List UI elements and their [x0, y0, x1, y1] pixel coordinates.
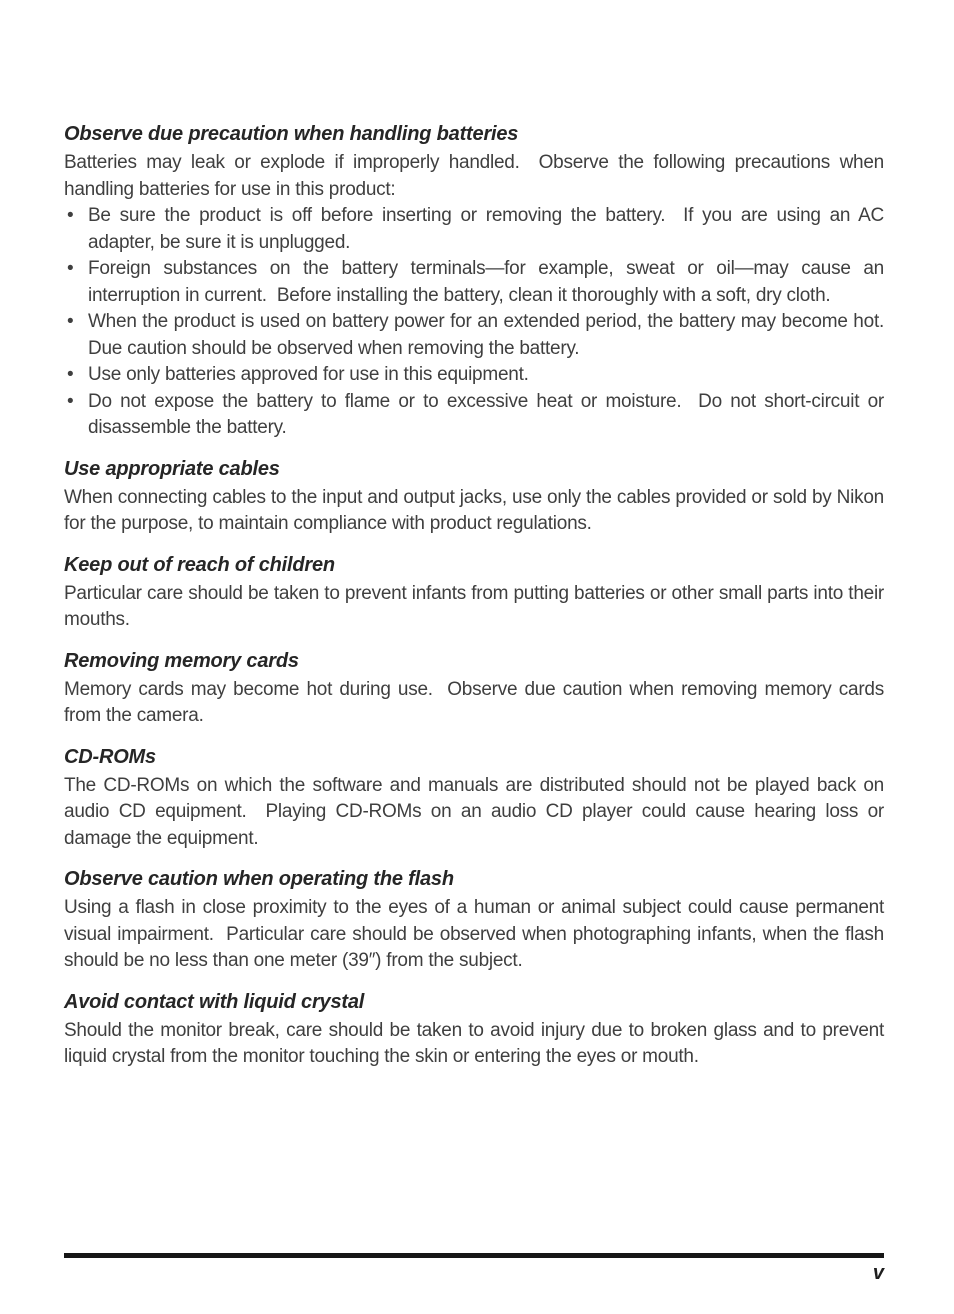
list-item: • When the product is used on battery power for an extended period, the battery may become hot. Due caution should be observed when removing the battery.: [64, 309, 884, 362]
section-body: Should the monitor break, care should be taken to avoid injury due to broken glass and to prevent liquid crystal from the monitor touching the skin or entering the eyes or mouth.: [64, 1019, 890, 1067]
section-body: The CD-ROMs on which the software and manuals are distributed should not be played back on audio CD equipment. Playing CD-ROMs on an audio CD player could cause hearing loss or damage the equipment.: [64, 774, 890, 849]
list-item: • Be sure the product is off before inserting or removing the battery. If you are using an AC adapter, be sure it is unplugged.: [64, 203, 884, 256]
battery-precautions-list: [64, 203, 895, 442]
section-body: Particular care should be taken to prevent infants from putting batteries or other small parts into their mouths.: [64, 582, 890, 630]
section-body: When connecting cables to the input and output jacks, use only the cables provided or sold by Nikon for the purpose, to maintain compliance with product regulations.: [64, 486, 890, 534]
section-heading: CD-ROMs: [64, 745, 156, 768]
section-removing-memory-cards: [64, 648, 890, 730]
section-heading: Observe caution when operating the flash: [64, 868, 454, 890]
section-liquid-crystal: [64, 989, 890, 1071]
section-heading: Observe due precaution when handling batteries: [64, 123, 519, 145]
section-operating-the-flash: [64, 866, 890, 975]
list-item: • Foreign substances on the battery terminals—for example, sweat or oil—may cause an interruption in current. Before installing the battery, clean it thoroughly with a soft, dry cloth.: [64, 256, 884, 309]
list-item: • Do not expose the battery to flame or to excessive heat or moisture. Do not short-circuit or disassemble the battery.: [64, 389, 884, 442]
section-heading: Avoid contact with liquid crystal: [64, 990, 365, 1013]
page-number: v: [872, 1262, 884, 1284]
section-appropriate-cables: [64, 456, 890, 538]
section-body: Batteries may leak or explode if improperly handled. Observe the following precautions when handling batteries for use in this product:: [64, 152, 890, 200]
section-handling-batteries: [64, 121, 895, 442]
section-heading: Keep out of reach of children: [64, 553, 335, 576]
section-reach-of-children: [64, 552, 890, 634]
section-body: Memory cards may become hot during use. Observe due caution when removing memory cards from the camera.: [64, 678, 890, 726]
section-body: Using a flash in close proximity to the eyes of a human or animal subject could cause permanent visual impairment. Particular care should be observed when photographing infants, when the flash should be no less than one meter (39″) from the subject.: [64, 897, 890, 971]
section-heading: Removing memory cards: [64, 649, 299, 672]
list-item: • Use only batteries approved for use in this equipment.: [64, 362, 884, 389]
footer-rule: [64, 1253, 884, 1258]
section-cd-roms: [64, 744, 890, 853]
section-heading: Use appropriate cables: [64, 457, 280, 480]
page-content: [64, 121, 895, 1071]
